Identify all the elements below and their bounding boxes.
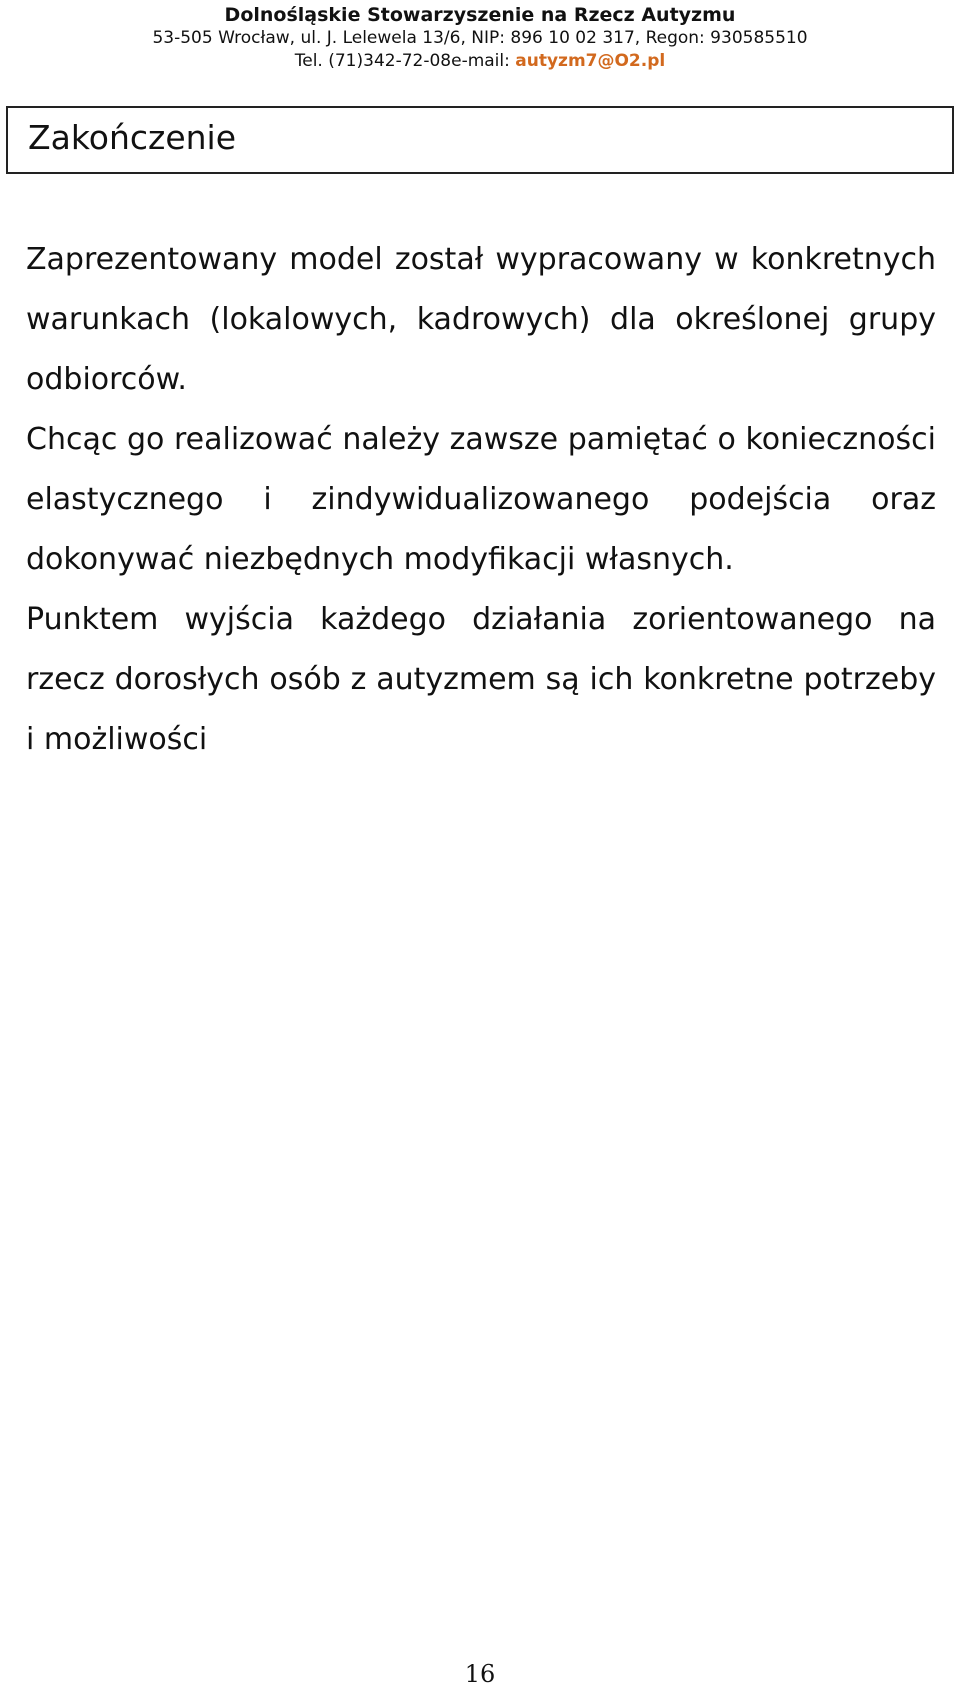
phone-text: Tel. (71)342-72-08e-mail: — [294, 51, 516, 71]
section-title: Zakończenie — [28, 118, 237, 157]
contact-line — [0, 50, 960, 73]
paragraph: Zaprezentowany model został wypracowany w konkretnych warunkach (lokalowych, kadrowych) dla określonej grupy odbiorców. — [26, 242, 936, 397]
paragraph: Punktem wyjścia każdego działania zorientowanego na rzecz dorosłych osób z autyzmem są ich konkretne potrzeby i możliwości — [26, 602, 936, 757]
body-text — [26, 230, 936, 770]
organization-address: 53-505 Wrocław, ul. J. Lelewela 13/6, NIP: 896 10 02 317, Regon: 930585510 — [152, 28, 808, 48]
organization-name: Dolnośląskie Stowarzyszenie na Rzecz Autyzmu — [224, 4, 736, 26]
letterhead — [0, 4, 960, 73]
section-title-box — [6, 106, 954, 174]
email-link[interactable]: autyzm7@O2.pl — [515, 51, 666, 71]
page-number: 16 — [464, 1660, 496, 1688]
paragraph: Chcąc go realizować należy zawsze pamiętać o konieczności elastycznego i zindywidualizowanego podejścia oraz dokonywać niezbędnych modyfikacji własnych. — [26, 422, 936, 577]
